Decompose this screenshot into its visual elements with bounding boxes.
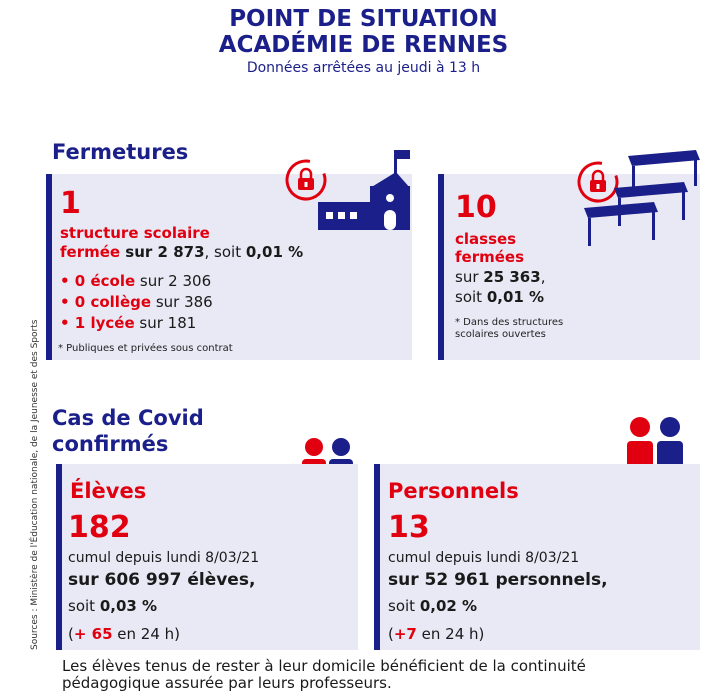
page-title-line1: POINT DE SITUATION: [229, 6, 498, 32]
classes-count: 10: [455, 190, 497, 225]
section-title-fermetures: Fermetures: [52, 140, 189, 164]
structures-panel-bar: [46, 174, 52, 360]
personnels-cumul: cumul depuis lundi 8/03/21: [388, 550, 580, 566]
list-item: • 0 école sur 2 306: [60, 272, 212, 290]
eleves-percent: 0,03 %: [99, 597, 158, 615]
classes-summary: sur 25 363, soit 0,01 %: [455, 268, 546, 306]
classes-percent: 0,01 %: [486, 288, 545, 306]
classes-label: classes fermées: [455, 230, 525, 266]
structures-label: structure scolaire: [60, 224, 210, 242]
structures-count: 1: [60, 186, 81, 221]
structures-total: 2 873: [157, 243, 205, 261]
personnels-count: 13: [388, 510, 430, 545]
eleves-cumul: cumul depuis lundi 8/03/21: [68, 550, 260, 566]
structures-percent: 0,01 %: [245, 243, 304, 261]
eleves-delta-line: (+ 65 en 24 h): [68, 625, 181, 643]
list-item: • 1 lycée sur 181: [60, 314, 197, 332]
personnels-percent: 0,02 %: [419, 597, 478, 615]
list-item: • 0 collège sur 386: [60, 293, 213, 311]
structures-closed-label: fermée: [60, 243, 121, 261]
footer-note: Les élèves tenus de rester à leur domicile bénéficient de la continuité pédagogique assurée par leurs professeurs.: [62, 657, 586, 692]
structures-sur: sur: [120, 243, 158, 261]
structures-summary: [60, 243, 303, 261]
personnels-percent-line: soit 0,02 %: [388, 597, 478, 615]
structures-soit: , soit: [204, 243, 246, 261]
personnels-total: sur 52 961 personnels,: [388, 570, 608, 590]
sources-credit: Sources : Ministère de l'Éducation nationale, de la Jeunesse et des Sports: [30, 319, 40, 650]
page-title-line2: ACADÉMIE DE RENNES: [218, 32, 509, 58]
personnels-label: Personnels: [388, 479, 519, 503]
eleves-percent-line: soit 0,03 %: [68, 597, 158, 615]
eleves-total: sur 606 997 élèves,: [68, 570, 256, 590]
eleves-panel-bar: [56, 464, 62, 650]
section-title-covid: Cas de Covid confirmés: [52, 406, 204, 456]
classes-total: 25 363: [483, 268, 541, 286]
personnels-delta: +7: [393, 625, 417, 643]
eleves-count: 182: [68, 510, 131, 545]
structures-note: * Publiques et privées sous contrat: [58, 343, 233, 354]
page-subtitle: Données arrêtées au jeudi à 13 h: [246, 60, 481, 76]
school-building-icon: [318, 150, 410, 230]
structures-breakdown: [60, 271, 213, 334]
classes-panel-bar: [438, 174, 444, 360]
eleves-label: Élèves: [70, 479, 147, 503]
personnels-delta-line: (+7 en 24 h): [388, 625, 485, 643]
eleves-delta: + 65: [73, 625, 113, 643]
classes-note: * Dans des structures scolaires ouvertes: [455, 317, 564, 340]
personnels-panel-bar: [374, 464, 380, 650]
desks-icon: [584, 150, 700, 250]
